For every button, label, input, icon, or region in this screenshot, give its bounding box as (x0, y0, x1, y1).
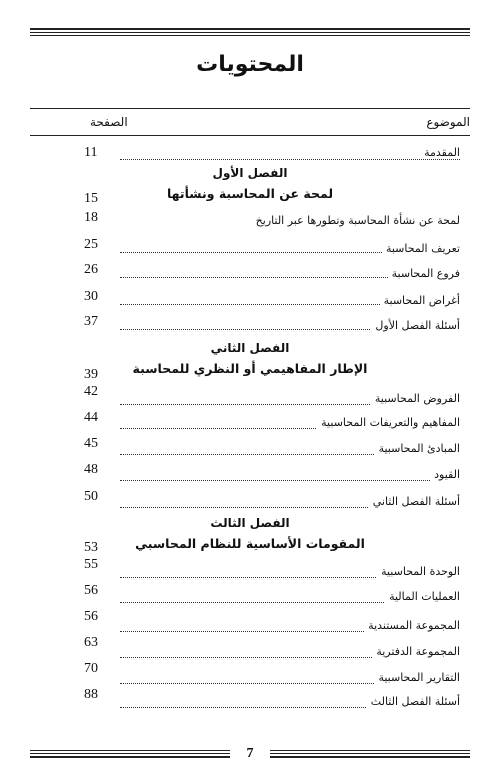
toc-entry-label: لمحة عن نشأة المحاسبة وتطورها عبر التاريخ (252, 214, 460, 227)
chapter-subtitle: المقومات الأساسية للنظام المحاسبي (135, 536, 365, 551)
leader-dots (120, 149, 460, 160)
toc-page-number: 55 (84, 557, 98, 572)
column-header-topic: الموضوع (426, 115, 470, 129)
toc-entry (0, 410, 500, 430)
toc-entry (0, 237, 500, 257)
toc-entry (0, 583, 500, 603)
chapter-subtitle: لمحة عن المحاسبة ونشأتها (166, 186, 334, 201)
toc-entry-label: تعريف المحاسبة (382, 242, 460, 255)
footer-rule-left (30, 750, 230, 760)
toc-page-number: 39 (84, 367, 98, 382)
toc-entry (0, 314, 500, 334)
toc-entry-label: فروع المحاسبة (388, 267, 460, 280)
toc-entry (0, 436, 500, 456)
toc-page-number: 56 (84, 609, 98, 624)
toc-page-number: 45 (84, 436, 98, 451)
chapter-heading: الفصل الثاني (210, 341, 290, 355)
toc-page-number: 26 (84, 262, 98, 277)
toc-entry-label: الوحدة المحاسبية (377, 565, 460, 578)
toc-entry (0, 210, 500, 230)
page-title: المحتويات (196, 52, 304, 77)
toc-entry-label: العمليات المالية (385, 590, 460, 603)
toc-page-number: 53 (84, 540, 98, 555)
toc-page-number: 70 (84, 661, 98, 676)
toc-entry (0, 687, 500, 707)
toc-page-number: 18 (84, 210, 98, 225)
toc-entry (0, 661, 500, 684)
page-footer (0, 746, 500, 766)
toc-entry (0, 145, 500, 165)
toc-page-number: 63 (84, 635, 98, 650)
column-header-page: الصفحة (90, 115, 128, 129)
toc-entry-label: المقدمة (420, 146, 460, 159)
chapter-subtitle: الإطار المفاهيمي أو النظري للمحاسبة (132, 361, 368, 376)
toc-entry-label: المبادئ المحاسبية (375, 442, 460, 455)
toc-entry-label: الفروض المحاسبية (371, 392, 460, 405)
toc-entry (0, 462, 500, 482)
toc-page-number: 37 (84, 314, 98, 329)
page-number: 7 (246, 746, 254, 761)
toc-entry (0, 489, 500, 509)
toc-entry-label: أسئلة الفصل الثالث (367, 695, 460, 708)
toc-entry-label: التقارير المحاسبية (374, 671, 460, 684)
chapter-heading: الفصل الثالث (210, 516, 290, 530)
toc-entry (0, 635, 500, 658)
toc-page-number: 30 (84, 289, 98, 304)
toc-entry-label: المفاهيم والتعريفات المحاسبية (317, 416, 460, 429)
toc-page-number: 48 (84, 462, 98, 477)
toc-page-number: 50 (84, 489, 98, 504)
toc-page-number: 15 (84, 191, 98, 206)
toc-entry (0, 384, 500, 404)
toc-page-number: 42 (84, 384, 98, 399)
toc-entry-label: المجموعة الدفترية (372, 645, 460, 658)
toc-page-number: 11 (84, 145, 98, 160)
toc-entry (0, 262, 500, 282)
top-double-rule (30, 28, 470, 38)
toc-page-number: 56 (84, 583, 98, 598)
toc-entry-label: القيود (430, 468, 460, 481)
toc-entry-label: أسئلة الفصل الثاني (369, 495, 460, 508)
toc-page-number: 25 (84, 237, 98, 252)
toc-entry (0, 557, 500, 577)
toc-entry-label: أغراض المحاسبة (380, 294, 460, 307)
toc-page-number: 88 (84, 687, 98, 702)
toc-entry-label: أسئلة الفصل الأول (371, 319, 460, 332)
toc-page-number: 44 (84, 410, 98, 425)
table-header (30, 108, 470, 136)
toc-entry (0, 289, 500, 309)
footer-rule-right (270, 750, 470, 760)
leader-dots (120, 470, 460, 481)
toc-entry (0, 191, 500, 211)
toc-entry-label: المجموعة المستندية (364, 619, 460, 632)
toc-entry (0, 609, 500, 632)
chapter-heading: الفصل الأول (212, 166, 288, 180)
